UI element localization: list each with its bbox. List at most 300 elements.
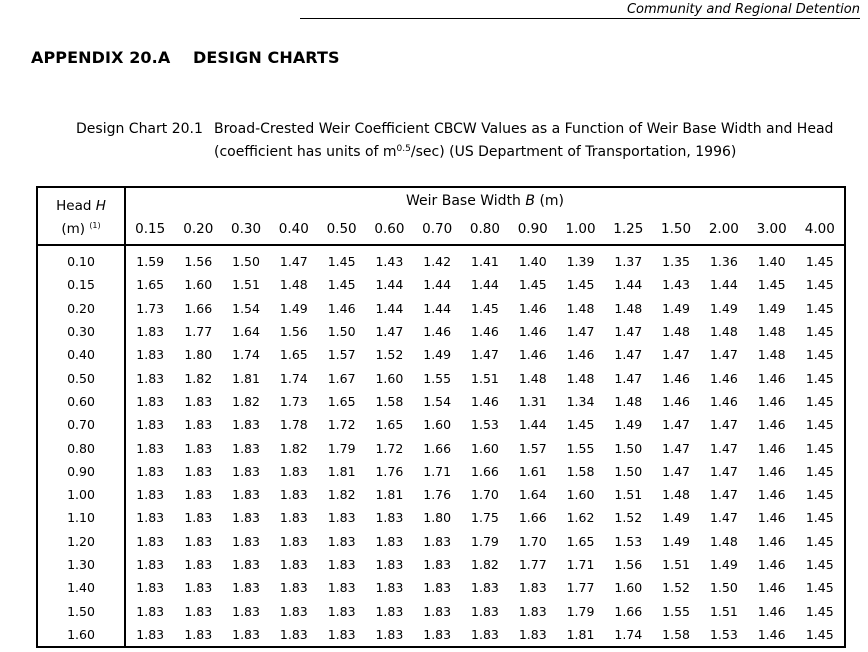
coefficient-cell: 1.45 xyxy=(805,370,834,386)
head-value-cell: 0.40 xyxy=(37,343,125,366)
coefficient-cell: 1.83 xyxy=(136,440,165,456)
width-group-header: Weir Base Width B (m) xyxy=(405,193,565,209)
coefficient-cell: 1.64 xyxy=(518,487,547,503)
coefficient-cell: 1.83 xyxy=(471,580,499,596)
coefficient-cell: 1.45 xyxy=(327,277,356,293)
coefficient-cell: 1.83 xyxy=(375,626,404,642)
coefficient-cell: 1.45 xyxy=(805,324,834,340)
head-value-cell: 0.10 xyxy=(37,245,125,273)
coefficient-cell: 1.46 xyxy=(757,417,786,433)
coefficient-cell: 1.72 xyxy=(327,417,356,433)
coefficient-cell: 1.47 xyxy=(375,324,404,340)
coefficient-cell: 1.45 xyxy=(805,557,834,572)
coefficient-cell: 1.55 xyxy=(662,603,690,619)
coefficient-cell: 1.83 xyxy=(184,440,213,456)
coefficient-cell: 1.50 xyxy=(709,580,738,596)
coefficient-cell: 1.46 xyxy=(757,557,786,572)
coefficient-cell: 1.34 xyxy=(566,393,595,409)
table-row xyxy=(37,530,845,553)
coefficient-cell: 1.44 xyxy=(423,277,452,293)
table-row xyxy=(37,320,845,343)
width-column-header: 0.20 xyxy=(174,214,222,245)
appendix-number: APPENDIX 20.A xyxy=(31,48,171,67)
coefficient-cell: 1.83 xyxy=(232,440,260,456)
coefficient-cell: 1.83 xyxy=(136,533,165,549)
coefficient-cell: 1.44 xyxy=(614,277,643,293)
coefficient-cell: 1.83 xyxy=(279,580,308,596)
coefficient-cell: 1.48 xyxy=(757,347,786,363)
head-value-cell: 1.10 xyxy=(37,506,125,529)
coefficient-cell: 1.83 xyxy=(184,463,213,479)
unit-exponent: 0.5 xyxy=(396,144,411,154)
coefficient-cell: 1.83 xyxy=(279,510,308,526)
coefficient-cell: 1.47 xyxy=(566,324,595,340)
coefficient-cell: 1.54 xyxy=(232,300,260,316)
head-value-cell: 1.60 xyxy=(37,623,125,647)
coefficient-cell: 1.46 xyxy=(709,393,738,409)
coefficient-cell: 1.39 xyxy=(566,254,595,270)
coefficient-cell: 1.45 xyxy=(805,580,834,596)
coefficient-cell: 1.35 xyxy=(662,254,690,270)
coefficient-cell: 1.64 xyxy=(232,324,260,340)
coefficient-cell: 1.81 xyxy=(566,626,595,642)
coefficient-cell: 1.83 xyxy=(471,626,499,642)
coefficient-cell: 1.46 xyxy=(518,347,547,363)
head-value-cell: 0.30 xyxy=(37,320,125,343)
coefficient-cell: 1.65 xyxy=(279,347,308,363)
coefficient-cell: 1.57 xyxy=(327,347,356,363)
coefficient-cell: 1.43 xyxy=(662,277,690,293)
coefficient-cell: 1.40 xyxy=(757,254,786,270)
table-row xyxy=(37,245,845,273)
coefficient-cell: 1.83 xyxy=(136,324,165,340)
coefficient-cell: 1.41 xyxy=(471,254,499,270)
coefficient-cell: 1.65 xyxy=(375,417,404,433)
coefficient-cell: 1.83 xyxy=(327,603,356,619)
table-row xyxy=(37,413,845,436)
coefficient-cell: 1.47 xyxy=(709,510,738,526)
coefficient-cell: 1.51 xyxy=(614,487,643,503)
coefficient-cell: 1.74 xyxy=(232,347,260,363)
coefficient-cell: 1.66 xyxy=(423,440,452,456)
coefficient-cell: 1.82 xyxy=(471,557,499,572)
width-column-header: 1.25 xyxy=(604,214,652,245)
coefficient-cell: 1.78 xyxy=(279,417,308,433)
coefficient-cell: 1.56 xyxy=(184,254,213,270)
coefficient-cell: 1.45 xyxy=(805,533,834,549)
coefficient-cell: 1.45 xyxy=(805,300,834,316)
coefficient-cell: 1.83 xyxy=(184,603,213,619)
coefficient-cell: 1.83 xyxy=(327,626,356,642)
coefficient-cell: 1.37 xyxy=(614,254,643,270)
width-column-header: 0.70 xyxy=(413,214,461,245)
coefficient-cell: 1.57 xyxy=(518,440,547,456)
coefficient-cell: 1.40 xyxy=(518,254,547,270)
caption-line-2: (coefficient has units of $m^{0.5}/\sec$) (US Department of Transportation, 1996) xyxy=(214,144,737,160)
width-column-header: 3.00 xyxy=(748,214,796,245)
coefficient-cell: 1.83 xyxy=(375,603,404,619)
table-row xyxy=(37,506,845,529)
head-column-header: Head H (m) $^{(1)}$ xyxy=(37,187,125,245)
coefficient-cell: 1.46 xyxy=(757,487,786,503)
coefficient-cell: 1.59 xyxy=(136,254,165,270)
coefficient-cell: 1.83 xyxy=(136,510,165,526)
table-row xyxy=(37,366,845,389)
coefficient-cell: 1.83 xyxy=(136,557,165,572)
coefficient-cell: 1.83 xyxy=(184,417,213,433)
coefficient-cell: 1.47 xyxy=(614,347,643,363)
coefficient-cell: 1.45 xyxy=(805,417,834,433)
coefficient-cell: 1.62 xyxy=(566,510,595,526)
width-column-header: 0.40 xyxy=(270,214,318,245)
coefficient-cell: 1.52 xyxy=(662,580,690,596)
coefficient-cell: 1.83 xyxy=(136,487,165,503)
coefficient-cell: 1.45 xyxy=(757,277,786,293)
coefficient-cell: 1.47 xyxy=(279,254,308,270)
coefficient-cell: 1.83 xyxy=(327,580,356,596)
coefficient-cell: 1.46 xyxy=(757,370,786,386)
head-value-cell: 0.90 xyxy=(37,460,125,483)
coefficient-cell: 1.83 xyxy=(232,580,260,596)
coefficient-cell: 1.47 xyxy=(709,417,738,433)
coefficient-cell: 1.52 xyxy=(375,347,404,363)
coefficient-cell: 1.60 xyxy=(423,417,452,433)
head-value-cell: 0.20 xyxy=(37,297,125,320)
coefficient-cell: 1.47 xyxy=(709,487,738,503)
caption-label: Design Chart 20.1 xyxy=(76,121,203,137)
coefficient-cell: 1.83 xyxy=(232,626,260,642)
coefficient-cell: 1.83 xyxy=(136,463,165,479)
table-row xyxy=(37,576,845,599)
coefficient-cell: 1.70 xyxy=(471,487,499,503)
coefficient-cell: 1.76 xyxy=(423,487,452,503)
coefficient-cell: 1.48 xyxy=(614,300,643,316)
coefficient-cell: 1.83 xyxy=(136,393,165,409)
coefficient-cell: 1.45 xyxy=(566,277,595,293)
coefficient-cell: 1.66 xyxy=(471,463,499,479)
coefficient-cell: 1.46 xyxy=(471,393,499,409)
coefficient-cell: 1.83 xyxy=(136,626,165,642)
coefficient-cell: 1.50 xyxy=(327,324,356,340)
coefficient-cell: 1.83 xyxy=(471,603,499,619)
coefficient-cell: 1.83 xyxy=(136,347,165,363)
coefficient-cell: 1.49 xyxy=(709,557,738,572)
coefficient-cell: 1.83 xyxy=(279,487,308,503)
coefficient-cell: 1.55 xyxy=(566,440,595,456)
coefficient-cell: 1.83 xyxy=(518,626,547,642)
coefficient-cell: 1.49 xyxy=(662,533,690,549)
coefficient-cell: 1.83 xyxy=(327,557,356,572)
coefficient-cell: 1.66 xyxy=(518,510,547,526)
coefficient-cell: 1.80 xyxy=(184,347,213,363)
table-row xyxy=(37,436,845,459)
coefficient-cell: 1.83 xyxy=(375,510,404,526)
coefficient-cell: 1.83 xyxy=(232,510,260,526)
width-column-header: 2.00 xyxy=(700,214,748,245)
coefficient-cell: 1.83 xyxy=(423,626,452,642)
coefficient-cell: 1.79 xyxy=(327,440,356,456)
coefficient-cell: 1.83 xyxy=(232,557,260,572)
coefficient-cell: 1.48 xyxy=(566,370,595,386)
coefficient-cell: 1.77 xyxy=(566,580,595,596)
table-row xyxy=(37,483,845,506)
coefficient-cell: 1.83 xyxy=(232,487,260,503)
coefficient-cell: 1.49 xyxy=(423,347,452,363)
coefficient-cell: 1.83 xyxy=(279,557,308,572)
coefficient-cell: 1.44 xyxy=(709,277,738,293)
coefficient-cell: 1.71 xyxy=(566,557,595,572)
coefficient-cell: 1.83 xyxy=(232,603,260,619)
coefficient-cell: 1.79 xyxy=(471,533,499,549)
table-row xyxy=(37,273,845,296)
coefficient-cell: 1.83 xyxy=(232,533,260,549)
coefficient-cell: 1.65 xyxy=(327,393,356,409)
table-row xyxy=(37,460,845,483)
coefficient-cell: 1.58 xyxy=(566,463,595,479)
coefficient-cell: 1.55 xyxy=(423,370,452,386)
coefficient-cell: 1.75 xyxy=(471,510,499,526)
coefficient-cell: 1.44 xyxy=(518,417,547,433)
coefficient-cell: 1.47 xyxy=(662,463,690,479)
coefficient-cell: 1.82 xyxy=(327,487,356,503)
head-value-cell: 1.20 xyxy=(37,530,125,553)
coefficient-cell: 1.83 xyxy=(136,580,165,596)
coefficient-cell: 1.45 xyxy=(805,254,834,270)
coefficient-cell: 1.73 xyxy=(279,393,308,409)
coefficient-cell: 1.83 xyxy=(423,580,452,596)
coefficient-cell: 1.51 xyxy=(232,277,260,293)
width-column-header: 0.50 xyxy=(318,214,366,245)
coefficient-cell: 1.46 xyxy=(757,603,786,619)
coefficient-cell: 1.83 xyxy=(136,603,165,619)
coefficient-cell: 1.46 xyxy=(518,324,547,340)
coefficient-cell: 1.47 xyxy=(709,463,738,479)
coefficient-cell: 1.60 xyxy=(471,440,499,456)
coefficient-cell: 1.36 xyxy=(709,254,738,270)
coefficient-cell: 1.44 xyxy=(423,300,452,316)
coefficient-cell: 1.65 xyxy=(136,277,165,293)
weir-coefficient-table xyxy=(36,186,846,648)
coefficient-cell: 1.42 xyxy=(423,254,452,270)
coefficient-cell: 1.48 xyxy=(614,393,643,409)
coefficient-cell: 1.46 xyxy=(518,300,547,316)
coefficient-cell: 1.45 xyxy=(805,463,834,479)
coefficient-cell: 1.31 xyxy=(518,393,547,409)
coefficient-cell: 1.45 xyxy=(805,440,834,456)
coefficient-cell: 1.83 xyxy=(518,580,547,596)
width-column-header: 0.80 xyxy=(461,214,509,245)
width-column-header: 0.90 xyxy=(509,214,557,245)
coefficient-cell: 1.48 xyxy=(757,324,786,340)
coefficient-cell: 1.49 xyxy=(614,417,643,433)
coefficient-cell: 1.66 xyxy=(184,300,213,316)
coefficient-cell: 1.46 xyxy=(423,324,452,340)
coefficient-cell: 1.46 xyxy=(757,626,786,642)
coefficient-cell: 1.61 xyxy=(518,463,547,479)
coefficient-cell: 1.47 xyxy=(662,417,690,433)
head-value-cell: 1.30 xyxy=(37,553,125,576)
coefficient-cell: 1.67 xyxy=(327,370,356,386)
coefficient-cell: 1.56 xyxy=(279,324,308,340)
coefficient-cell: 1.83 xyxy=(279,603,308,619)
coefficient-cell: 1.73 xyxy=(136,300,165,316)
coefficient-cell: 1.48 xyxy=(709,324,738,340)
coefficient-cell: 1.49 xyxy=(709,300,738,316)
coefficient-cell: 1.46 xyxy=(327,300,356,316)
head-value-cell: 0.70 xyxy=(37,413,125,436)
width-column-headers xyxy=(37,214,845,245)
coefficient-cell: 1.83 xyxy=(184,557,213,572)
coefficient-cell: 1.83 xyxy=(232,463,260,479)
coefficient-cell: 1.50 xyxy=(614,440,643,456)
coefficient-cell: 1.45 xyxy=(805,393,834,409)
coefficient-cell: 1.81 xyxy=(327,463,356,479)
width-column-header: 0.30 xyxy=(222,214,270,245)
coefficient-cell: 1.83 xyxy=(423,603,452,619)
coefficient-cell: 1.48 xyxy=(709,533,738,549)
coefficient-cell: 1.45 xyxy=(805,626,834,642)
coefficient-cell: 1.83 xyxy=(375,533,404,549)
table-row xyxy=(37,553,845,576)
coefficient-cell: 1.47 xyxy=(614,370,643,386)
coefficient-cell: 1.70 xyxy=(518,533,547,549)
coefficient-cell: 1.77 xyxy=(184,324,213,340)
coefficient-cell: 1.76 xyxy=(375,463,404,479)
coefficient-cell: 1.65 xyxy=(566,533,595,549)
coefficient-cell: 1.49 xyxy=(757,300,786,316)
coefficient-cell: 1.53 xyxy=(471,417,499,433)
coefficient-cell: 1.45 xyxy=(471,300,499,316)
coefficient-cell: 1.49 xyxy=(662,300,690,316)
coefficient-cell: 1.83 xyxy=(184,393,213,409)
head-value-cell: 1.50 xyxy=(37,599,125,622)
table-row xyxy=(37,297,845,320)
coefficient-cell: 1.83 xyxy=(327,510,356,526)
coefficient-cell: 1.51 xyxy=(662,557,690,572)
coefficient-cell: 1.45 xyxy=(518,277,547,293)
coefficient-cell: 1.45 xyxy=(805,510,834,526)
coefficient-cell: 1.83 xyxy=(184,510,213,526)
coefficient-cell: 1.48 xyxy=(566,300,595,316)
coefficient-cell: 1.82 xyxy=(184,370,213,386)
coefficient-cell: 1.60 xyxy=(614,580,643,596)
coefficient-cell: 1.51 xyxy=(709,603,738,619)
coefficient-cell: 1.45 xyxy=(566,417,595,433)
coefficient-cell: 1.50 xyxy=(614,463,643,479)
coefficient-cell: 1.45 xyxy=(805,603,834,619)
coefficient-cell: 1.72 xyxy=(375,440,404,456)
coefficient-cell: 1.52 xyxy=(614,510,643,526)
width-column-header: 1.00 xyxy=(557,214,605,245)
coefficient-cell: 1.46 xyxy=(757,393,786,409)
coefficient-cell: 1.83 xyxy=(327,533,356,549)
coefficient-cell: 1.45 xyxy=(327,254,356,270)
coefficient-cell: 1.46 xyxy=(757,580,786,596)
coefficient-cell: 1.47 xyxy=(709,440,738,456)
coefficient-cell: 1.74 xyxy=(614,626,643,642)
coefficient-cell: 1.83 xyxy=(518,603,547,619)
caption-line-1: Broad-Crested Weir Coefficient CBCW Values as a Function of Weir Base Width and Head xyxy=(214,121,834,137)
table-body xyxy=(37,245,845,647)
table-row xyxy=(37,343,845,366)
width-column-header: 0.60 xyxy=(366,214,414,245)
coefficient-cell: 1.83 xyxy=(279,626,308,642)
coefficient-cell: 1.48 xyxy=(662,324,690,340)
coefficient-cell: 1.83 xyxy=(184,580,213,596)
coefficient-cell: 1.83 xyxy=(279,463,308,479)
coefficient-cell: 1.58 xyxy=(662,626,690,642)
coefficient-cell: 1.53 xyxy=(614,533,643,549)
coefficient-cell: 1.46 xyxy=(471,324,499,340)
coefficient-cell: 1.49 xyxy=(662,510,690,526)
table-row xyxy=(37,599,845,622)
coefficient-cell: 1.46 xyxy=(662,393,690,409)
coefficient-cell: 1.48 xyxy=(279,277,308,293)
coefficient-cell: 1.43 xyxy=(375,254,404,270)
coefficient-cell: 1.83 xyxy=(136,417,165,433)
coefficient-cell: 1.46 xyxy=(757,533,786,549)
width-column-header: 0.15 xyxy=(125,214,174,245)
coefficient-cell: 1.58 xyxy=(375,393,404,409)
head-value-cell: 1.40 xyxy=(37,576,125,599)
coefficient-cell: 1.83 xyxy=(184,533,213,549)
coefficient-cell: 1.83 xyxy=(184,626,213,642)
running-header: Community and Regional Detention xyxy=(300,2,860,19)
coefficient-cell: 1.66 xyxy=(614,603,643,619)
coefficient-cell: 1.47 xyxy=(662,347,690,363)
appendix-title xyxy=(31,48,340,67)
coefficient-cell: 1.47 xyxy=(709,347,738,363)
coefficient-cell: 1.46 xyxy=(757,463,786,479)
coefficient-cell: 1.44 xyxy=(375,300,404,316)
coefficient-cell: 1.46 xyxy=(566,347,595,363)
coefficient-cell: 1.47 xyxy=(614,324,643,340)
coefficient-cell: 1.50 xyxy=(232,254,260,270)
coefficient-cell: 1.53 xyxy=(709,626,738,642)
coefficient-cell: 1.44 xyxy=(375,277,404,293)
coefficient-cell: 1.51 xyxy=(471,370,499,386)
coefficient-cell: 1.80 xyxy=(423,510,452,526)
coefficient-cell: 1.83 xyxy=(136,370,165,386)
head-value-cell: 0.80 xyxy=(37,436,125,459)
coefficient-cell: 1.45 xyxy=(805,487,834,503)
coefficient-cell: 1.49 xyxy=(279,300,308,316)
coefficient-cell: 1.56 xyxy=(614,557,643,572)
coefficient-cell: 1.83 xyxy=(375,580,404,596)
head-value-cell: 0.50 xyxy=(37,366,125,389)
head-value-cell: 0.15 xyxy=(37,273,125,296)
coefficient-cell: 1.74 xyxy=(279,370,308,386)
head-value-cell: 1.00 xyxy=(37,483,125,506)
coefficient-cell: 1.54 xyxy=(423,393,452,409)
coefficient-cell: 1.46 xyxy=(757,510,786,526)
coefficient-cell: 1.45 xyxy=(805,347,834,363)
coefficient-cell: 1.48 xyxy=(662,487,690,503)
coefficient-cell: 1.83 xyxy=(423,557,452,572)
coefficient-cell: 1.47 xyxy=(471,347,499,363)
coefficient-cell: 1.83 xyxy=(423,533,452,549)
coefficient-cell: 1.82 xyxy=(279,440,308,456)
coefficient-cell: 1.44 xyxy=(471,277,499,293)
coefficient-cell: 1.48 xyxy=(518,370,547,386)
coefficient-cell: 1.82 xyxy=(232,393,260,409)
coefficient-cell: 1.83 xyxy=(375,557,404,572)
coefficient-cell: 1.47 xyxy=(662,440,690,456)
table-row xyxy=(37,623,845,647)
chart-caption xyxy=(76,119,856,162)
coefficient-cell: 1.46 xyxy=(662,370,690,386)
table-row xyxy=(37,390,845,413)
